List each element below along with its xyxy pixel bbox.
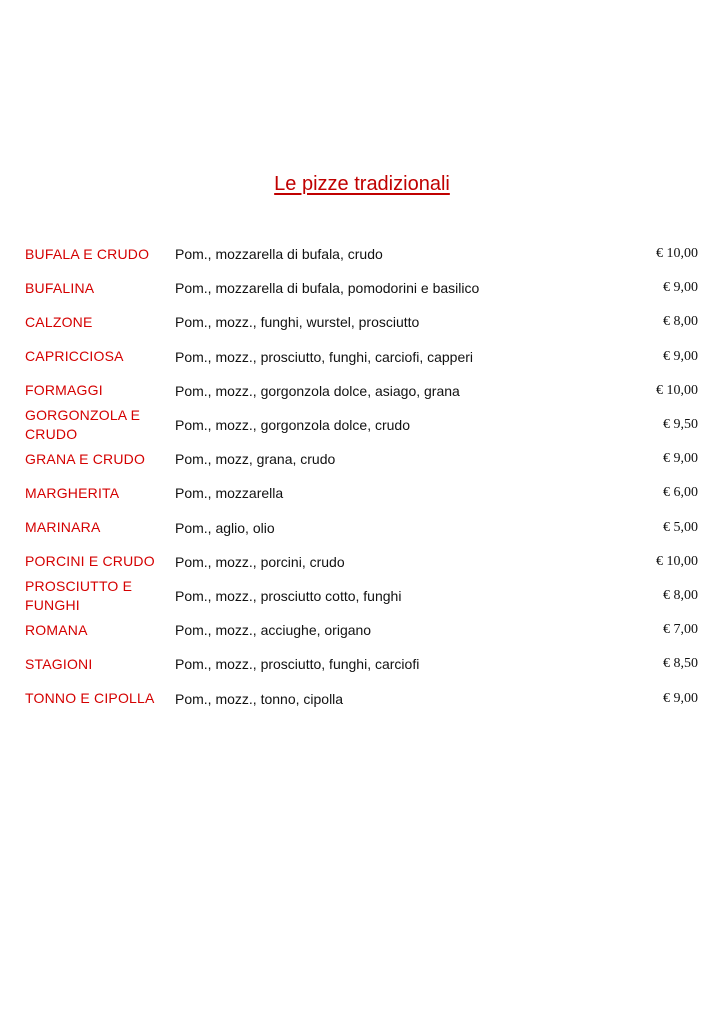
pizza-name: MARGHERITA bbox=[25, 484, 120, 501]
menu-row bbox=[25, 476, 698, 510]
menu-row bbox=[25, 681, 698, 715]
menu-row bbox=[25, 613, 698, 647]
menu-row bbox=[25, 511, 698, 545]
menu-row bbox=[25, 408, 698, 442]
pizza-ingredients: Pom., mozzarella bbox=[175, 485, 284, 502]
pizza-ingredients: Pom., mozzarella di bufala, crudo bbox=[175, 246, 383, 263]
pizza-name: STAGIONI bbox=[25, 655, 93, 672]
pizza-price: € 10,00 bbox=[656, 382, 698, 398]
pizza-price: € 9,00 bbox=[663, 690, 698, 706]
menu-row bbox=[25, 442, 698, 476]
pizza-ingredients: Pom., mozz., prosciutto cotto, funghi bbox=[175, 587, 402, 604]
pizza-ingredients: Pom., mozz., acciughe, origano bbox=[175, 622, 372, 639]
pizza-name: MARINARA bbox=[25, 519, 101, 536]
menu-row bbox=[25, 237, 698, 271]
pizza-menu-list bbox=[25, 237, 698, 716]
pizza-price: € 10,00 bbox=[656, 553, 698, 569]
pizza-ingredients: Pom., mozzarella di bufala, pomodorini e basilico bbox=[175, 280, 480, 297]
pizza-ingredients: Pom., mozz., prosciutto, funghi, carciofi bbox=[175, 656, 420, 673]
pizza-ingredients: Pom., mozz, grana, crudo bbox=[175, 451, 336, 468]
pizza-name: FORMAGGI bbox=[25, 382, 103, 399]
pizza-price: € 8,00 bbox=[663, 587, 698, 603]
pizza-price: € 9,00 bbox=[663, 280, 698, 296]
menu-row bbox=[25, 305, 698, 339]
pizza-price: € 5,00 bbox=[663, 519, 698, 535]
menu-row bbox=[25, 579, 698, 613]
pizza-ingredients: Pom., aglio, olio bbox=[175, 519, 275, 536]
pizza-price: € 9,00 bbox=[663, 451, 698, 467]
menu-row bbox=[25, 271, 698, 305]
pizza-name: GORGONZOLA E CRUDO bbox=[25, 407, 141, 443]
pizza-price: € 6,00 bbox=[663, 485, 698, 501]
pizza-name: ROMANA bbox=[25, 621, 88, 638]
pizza-name: BUFALA E CRUDO bbox=[25, 245, 150, 262]
menu-row bbox=[25, 374, 698, 408]
menu-row bbox=[25, 647, 698, 681]
pizza-ingredients: Pom., mozz., funghi, wurstel, prosciutto bbox=[175, 314, 420, 331]
pizza-name: CALZONE bbox=[25, 313, 93, 330]
pizza-ingredients: Pom., mozz., porcini, crudo bbox=[175, 553, 345, 570]
menu-row bbox=[25, 545, 698, 579]
menu-row bbox=[25, 340, 698, 374]
pizza-ingredients: Pom., mozz., tonno, cipolla bbox=[175, 690, 344, 707]
pizza-price: € 7,00 bbox=[663, 622, 698, 638]
pizza-name: PROSCIUTTO E FUNGHI bbox=[25, 577, 133, 613]
pizza-ingredients: Pom., mozz., gorgonzola dolce, crudo bbox=[175, 417, 411, 434]
pizza-price: € 8,00 bbox=[663, 314, 698, 330]
pizza-price: € 9,50 bbox=[663, 417, 698, 433]
pizza-price: € 8,50 bbox=[663, 656, 698, 672]
pizza-name: PORCINI E CRUDO bbox=[25, 553, 155, 570]
pizza-ingredients: Pom., mozz., gorgonzola dolce, asiago, grana bbox=[175, 382, 460, 399]
pizza-name: GRANA E CRUDO bbox=[25, 450, 146, 467]
pizza-price: € 10,00 bbox=[656, 246, 698, 262]
page-title: Le pizze tradizionali bbox=[274, 173, 450, 195]
pizza-price: € 9,00 bbox=[663, 348, 698, 364]
pizza-name: TONNO E CIPOLLA bbox=[25, 690, 155, 707]
pizza-name: CAPRICCIOSA bbox=[25, 348, 124, 365]
pizza-name: BUFALINA bbox=[25, 279, 95, 296]
pizza-ingredients: Pom., mozz., prosciutto, funghi, carciofi, capperi bbox=[175, 348, 474, 365]
